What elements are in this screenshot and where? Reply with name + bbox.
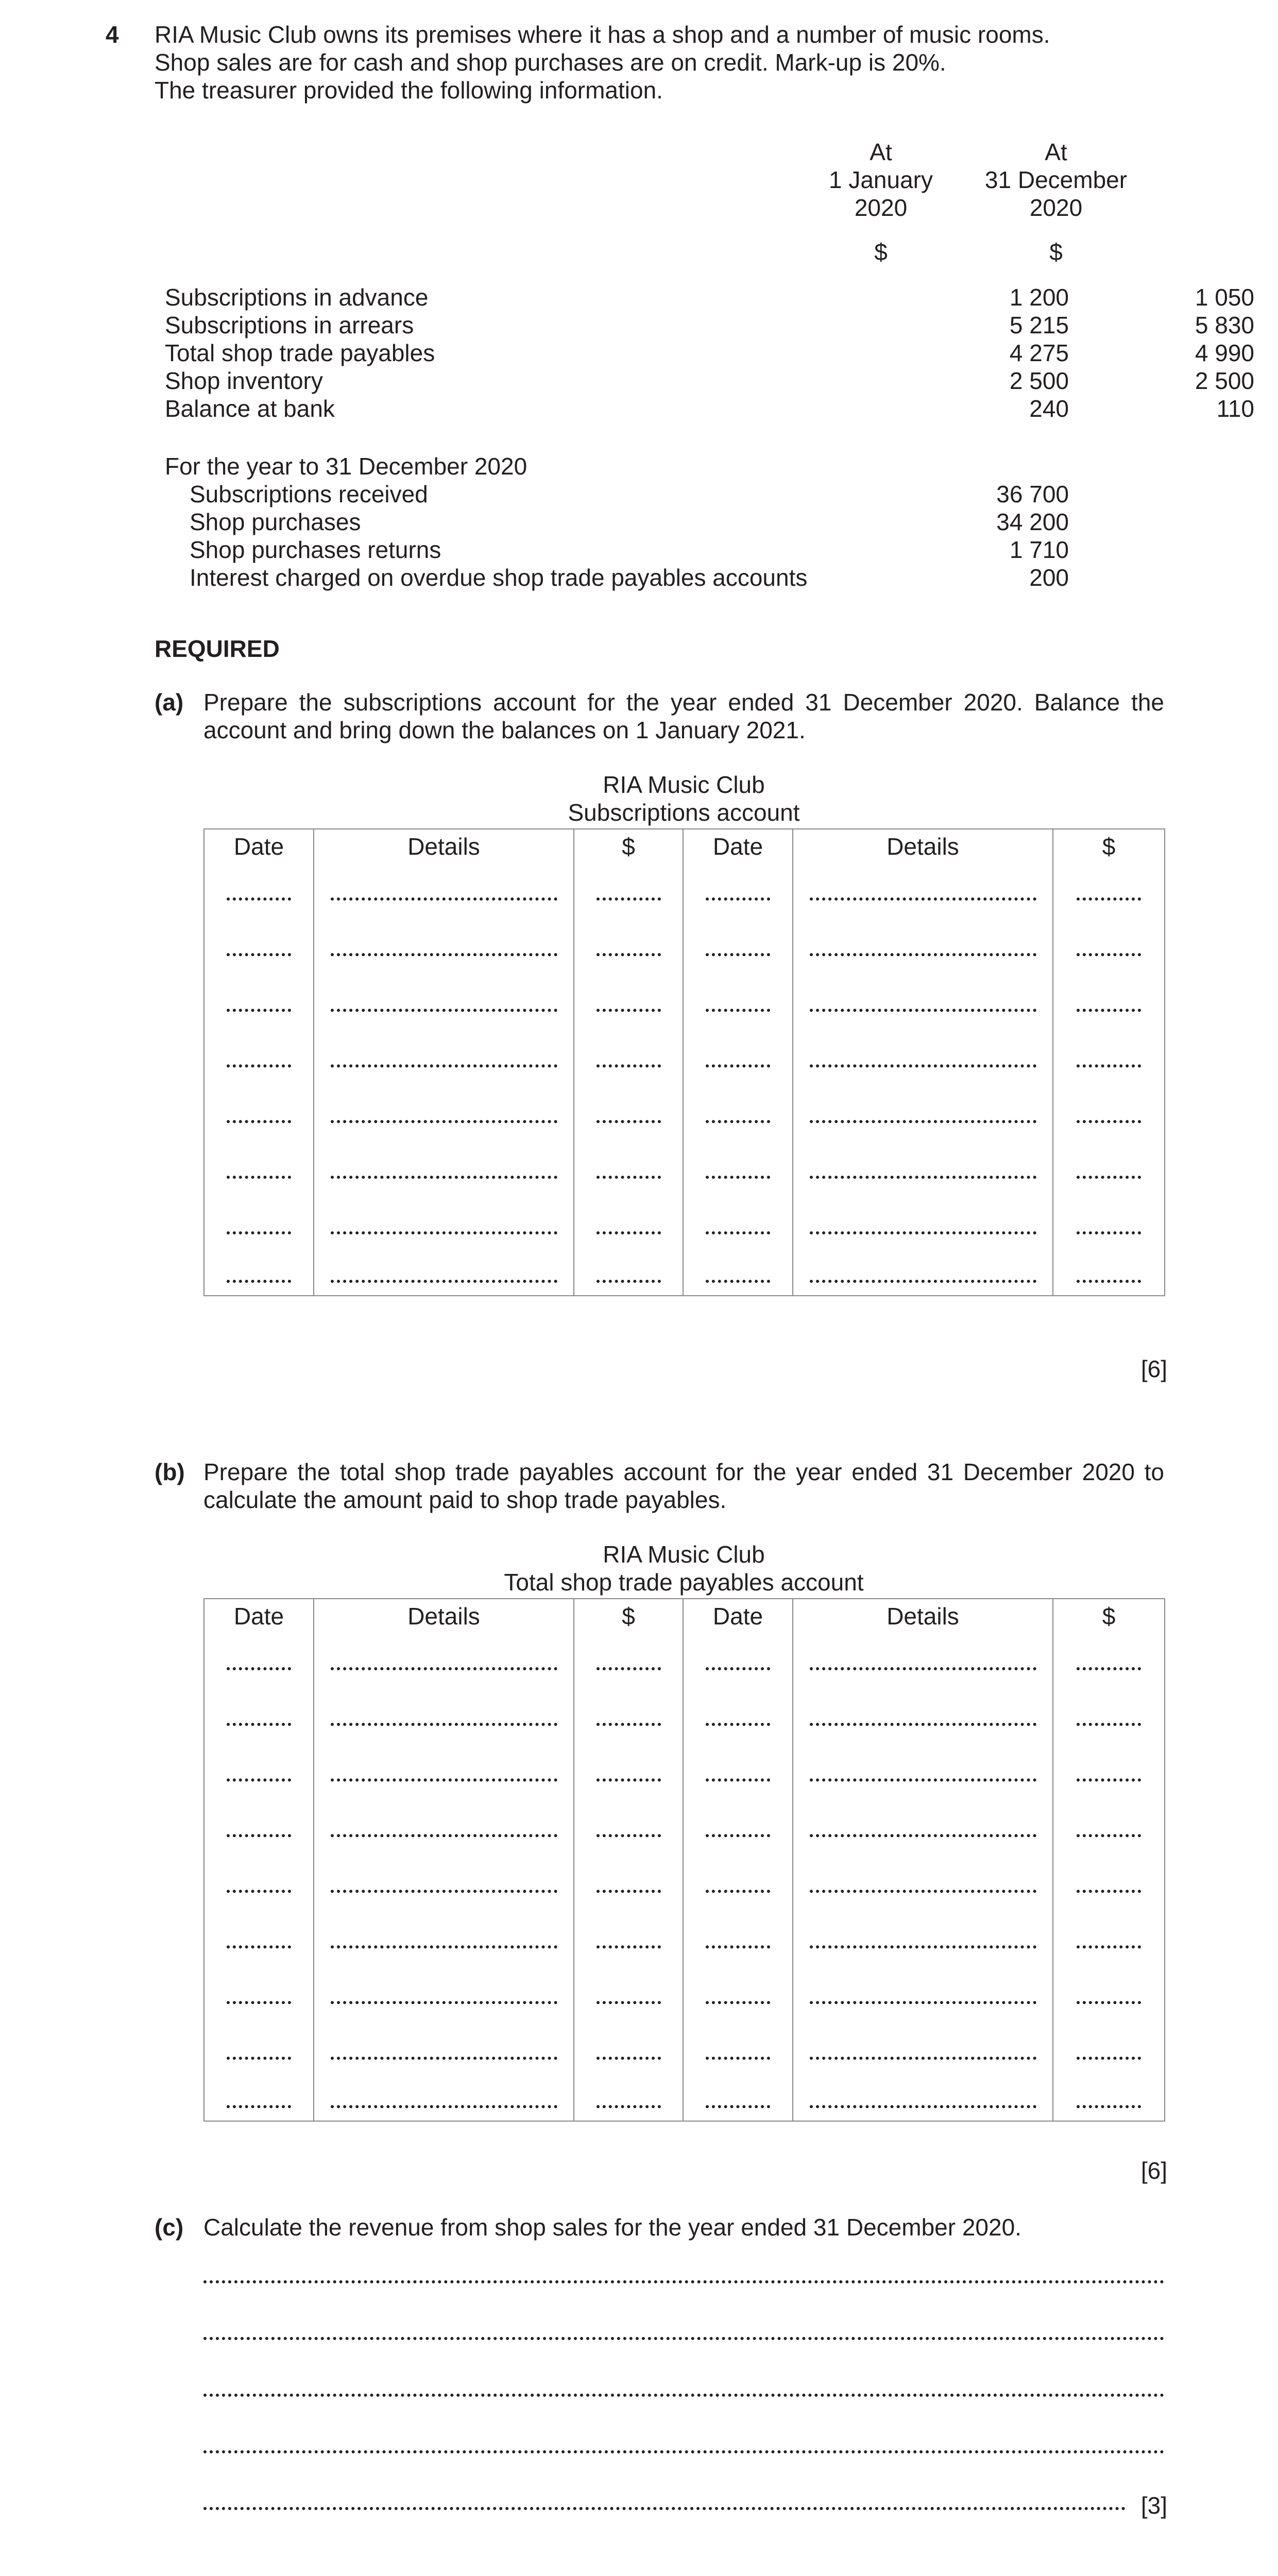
column-header: Date	[204, 829, 314, 865]
account-entry-cell[interactable]	[204, 865, 314, 920]
question-number: 4	[106, 21, 119, 48]
account-entry-cell[interactable]	[314, 1745, 574, 1801]
account-entry-row	[204, 976, 1165, 1031]
account-entry-row	[204, 865, 1165, 920]
account-entry-cell[interactable]	[314, 1198, 574, 1254]
part-a-marks: [6]	[1140, 1355, 1167, 1382]
account-entry-cell[interactable]	[1053, 1912, 1165, 1968]
part-b-marks: [6]	[1140, 2157, 1167, 2184]
account-entry-cell[interactable]	[793, 1690, 1053, 1745]
account-entry-cell[interactable]	[793, 1745, 1053, 1801]
account-entry-cell[interactable]	[314, 976, 574, 1031]
part-c-text: Calculate the revenue from shop sales for the year ended 31 December 2020.	[203, 2214, 1021, 2241]
account-entry-cell[interactable]	[574, 1143, 683, 1198]
account-title: RIA Music Club	[603, 771, 765, 798]
account-entry-cell[interactable]	[314, 1857, 574, 1912]
account-entry-cell[interactable]	[574, 1745, 683, 1801]
account-entry-cell[interactable]	[793, 1143, 1053, 1198]
account-entry-cell[interactable]	[1053, 1968, 1165, 2024]
account-entry-cell[interactable]	[1053, 976, 1165, 1031]
account-entry-cell[interactable]	[683, 1912, 793, 1968]
account-entry-cell[interactable]	[1053, 1857, 1165, 1912]
currency-header: $	[874, 239, 888, 265]
account-entry-row	[204, 1968, 1165, 2024]
account-entry-cell[interactable]	[204, 1912, 314, 1968]
account-entry-cell[interactable]	[574, 1968, 683, 2024]
part-c-label: (c)	[155, 2214, 184, 2241]
account-entry-cell[interactable]	[574, 1857, 683, 1912]
account-entry-cell[interactable]	[1053, 2079, 1165, 2121]
column-header: $	[1053, 1599, 1165, 1634]
part-b-text: Prepare the total shop trade payables account for the year ended 31 December 2020 to calculate the amount paid to shop trade payables.	[203, 1459, 1164, 1513]
account-entry-cell[interactable]	[574, 920, 683, 976]
column-header: $	[1053, 829, 1165, 865]
year-row: Interest charged on overdue shop trade payables accounts 200	[190, 564, 1069, 591]
account-entry-cell[interactable]	[204, 1968, 314, 2024]
account-entry-cell[interactable]	[683, 1198, 793, 1254]
account-entry-cell[interactable]	[1053, 865, 1165, 920]
answer-line[interactable]	[203, 2393, 1164, 2397]
column-header-31-december: At 31 December 2020	[984, 139, 1128, 221]
column-header: Details	[314, 1599, 574, 1634]
account-entry-cell[interactable]	[793, 865, 1053, 920]
account-entry-cell[interactable]	[204, 1198, 314, 1254]
answer-line[interactable]	[203, 2336, 1164, 2340]
account-entry-row	[204, 1912, 1165, 1968]
currency-header: $	[1049, 239, 1063, 265]
account-entry-cell[interactable]	[683, 1031, 793, 1087]
account-entry-row	[204, 1087, 1165, 1143]
account-entry-cell[interactable]	[574, 1912, 683, 1968]
account-entry-cell[interactable]	[314, 1690, 574, 1745]
account-entry-cell[interactable]	[204, 1634, 314, 1690]
account-entry-cell[interactable]	[314, 2079, 574, 2121]
intro-line: Shop sales are for cash and shop purchases are on credit. Mark-up is 20%.	[155, 49, 946, 76]
info-row: Subscriptions in advance 1 200 1 050	[165, 284, 1254, 311]
account-entry-cell[interactable]	[1053, 1143, 1165, 1198]
year-heading: For the year to 31 December 2020	[165, 453, 527, 480]
account-entry-row	[204, 1143, 1165, 1198]
column-header: Details	[793, 829, 1053, 865]
account-entry-cell[interactable]	[574, 1801, 683, 1857]
account-title: RIA Music Club	[603, 1541, 765, 1568]
part-b-label: (b)	[155, 1459, 185, 1485]
account-entry-cell[interactable]	[793, 1801, 1053, 1857]
account-entry-cell[interactable]	[683, 1634, 793, 1690]
account-entry-cell[interactable]	[793, 1968, 1053, 2024]
account-entry-cell[interactable]	[204, 2024, 314, 2079]
account-entry-cell[interactable]	[574, 1198, 683, 1254]
account-entry-cell[interactable]	[574, 1254, 683, 1296]
account-entry-cell[interactable]	[683, 1254, 793, 1296]
year-row: Shop purchases returns 1 710	[190, 536, 1069, 563]
column-header: Details	[793, 1599, 1053, 1634]
account-entry-cell[interactable]	[314, 2024, 574, 2079]
account-entry-cell[interactable]	[1053, 1745, 1165, 1801]
intro-line: RIA Music Club owns its premises where it has a shop and a number of music rooms.	[155, 21, 1050, 48]
year-row: Shop purchases 34 200	[190, 509, 1069, 535]
account-entry-cell[interactable]	[574, 1031, 683, 1087]
account-entry-cell[interactable]	[574, 1690, 683, 1745]
account-entry-row	[204, 2024, 1165, 2079]
account-entry-cell[interactable]	[793, 2079, 1053, 2121]
account-entry-cell[interactable]	[1053, 920, 1165, 976]
account-entry-row	[204, 1690, 1165, 1745]
column-header: $	[574, 1599, 683, 1634]
column-header: Date	[204, 1599, 314, 1634]
account-entry-row	[204, 1198, 1165, 1254]
account-entry-cell[interactable]	[793, 2024, 1053, 2079]
account-subtitle: Subscriptions account	[568, 799, 800, 826]
account-entry-cell[interactable]	[1053, 1254, 1165, 1296]
info-row: Subscriptions in arrears 5 215 5 830	[165, 312, 1254, 338]
subscriptions-account-table	[203, 828, 1165, 1296]
column-header: Details	[314, 829, 574, 865]
answer-line[interactable]	[203, 2449, 1164, 2453]
column-header: Date	[683, 1599, 793, 1634]
info-row: Balance at bank 240 110	[165, 395, 1254, 422]
account-entry-row	[204, 1031, 1165, 1087]
account-entry-cell[interactable]	[204, 2079, 314, 2121]
account-entry-cell[interactable]	[793, 1857, 1053, 1912]
account-entry-cell[interactable]	[1053, 2024, 1165, 2079]
trade-payables-account-table	[203, 1598, 1165, 2122]
account-entry-cell[interactable]	[1053, 1801, 1165, 1857]
account-entry-cell[interactable]	[683, 1857, 793, 1912]
account-entry-cell[interactable]	[204, 1254, 314, 1296]
info-row: Total shop trade payables 4 275 4 990	[165, 340, 1254, 366]
account-entry-cell[interactable]	[204, 1690, 314, 1745]
account-entry-cell[interactable]	[683, 1801, 793, 1857]
account-entry-cell[interactable]	[793, 976, 1053, 1031]
part-c-marks: [3]	[1140, 2492, 1167, 2519]
question-intro	[155, 21, 1174, 104]
account-entry-cell[interactable]	[1053, 1087, 1165, 1143]
account-entry-cell[interactable]	[314, 865, 574, 920]
account-entry-cell[interactable]	[204, 1031, 314, 1087]
info-row: Shop inventory 2 500 2 500	[165, 367, 1254, 394]
answer-line[interactable]	[203, 2506, 1126, 2510]
account-entry-cell[interactable]	[314, 1087, 574, 1143]
account-entry-cell[interactable]	[1053, 1634, 1165, 1690]
account-entry-cell[interactable]	[314, 920, 574, 976]
account-entry-row	[204, 1857, 1165, 1912]
account-entry-cell[interactable]	[204, 1857, 314, 1912]
account-entry-cell[interactable]	[314, 1143, 574, 1198]
account-entry-cell[interactable]	[793, 1912, 1053, 1968]
account-entry-cell[interactable]	[314, 1968, 574, 2024]
account-entry-cell[interactable]	[793, 1031, 1053, 1087]
account-entry-row	[204, 1801, 1165, 1857]
account-entry-cell[interactable]	[683, 1690, 793, 1745]
account-entry-cell[interactable]	[314, 1801, 574, 1857]
account-entry-cell[interactable]	[683, 2024, 793, 2079]
account-entry-row	[204, 1745, 1165, 1801]
account-entry-row	[204, 920, 1165, 976]
account-entry-cell[interactable]	[793, 1254, 1053, 1296]
account-entry-cell[interactable]	[204, 920, 314, 976]
account-entry-cell[interactable]	[204, 1143, 314, 1198]
account-entry-cell[interactable]	[1053, 1031, 1165, 1087]
account-entry-cell[interactable]	[574, 865, 683, 920]
account-entry-cell[interactable]	[204, 1745, 314, 1801]
account-entry-cell[interactable]	[574, 1087, 683, 1143]
account-entry-row	[204, 1634, 1165, 1690]
account-entry-cell[interactable]	[314, 1912, 574, 1968]
account-entry-cell[interactable]	[1053, 1690, 1165, 1745]
account-entry-cell[interactable]	[683, 1968, 793, 2024]
account-subtitle: Total shop trade payables account	[504, 1569, 864, 1596]
account-entry-cell[interactable]	[1053, 1198, 1165, 1254]
account-entry-cell[interactable]	[314, 1634, 574, 1690]
account-entry-cell[interactable]	[683, 1087, 793, 1143]
column-header: $	[574, 829, 683, 865]
account-entry-cell[interactable]	[683, 865, 793, 920]
column-header: Date	[683, 829, 793, 865]
account-entry-cell[interactable]	[793, 1634, 1053, 1690]
part-a-text: Prepare the subscriptions account for the year ended 31 December 2020. Balance the account and bring down the balances on 1 January 2021.	[203, 689, 1164, 743]
account-entry-cell[interactable]	[574, 2024, 683, 2079]
account-entry-cell[interactable]	[574, 976, 683, 1031]
account-entry-cell[interactable]	[204, 1801, 314, 1857]
account-entry-cell[interactable]	[314, 1031, 574, 1087]
account-entry-cell[interactable]	[204, 1087, 314, 1143]
account-entry-cell[interactable]	[793, 920, 1053, 976]
account-entry-cell[interactable]	[683, 2079, 793, 2121]
account-entry-cell[interactable]	[683, 1143, 793, 1198]
part-a-label: (a)	[155, 689, 184, 716]
account-entry-cell[interactable]	[683, 920, 793, 976]
account-entry-cell[interactable]	[574, 2079, 683, 2121]
intro-line: The treasurer provided the following information.	[155, 77, 663, 104]
account-entry-row	[204, 2079, 1165, 2121]
answer-line[interactable]	[203, 2279, 1164, 2283]
column-header-1-january: At 1 January 2020	[828, 139, 933, 221]
account-entry-cell[interactable]	[793, 1198, 1053, 1254]
year-row: Subscriptions received 36 700	[190, 481, 1069, 507]
required-heading: REQUIRED	[155, 635, 280, 662]
account-entry-cell[interactable]	[683, 976, 793, 1031]
account-entry-cell[interactable]	[793, 1087, 1053, 1143]
account-entry-cell[interactable]	[574, 1634, 683, 1690]
account-entry-cell[interactable]	[204, 976, 314, 1031]
account-entry-row	[204, 1254, 1165, 1296]
account-entry-cell[interactable]	[314, 1254, 574, 1296]
account-entry-cell[interactable]	[683, 1745, 793, 1801]
